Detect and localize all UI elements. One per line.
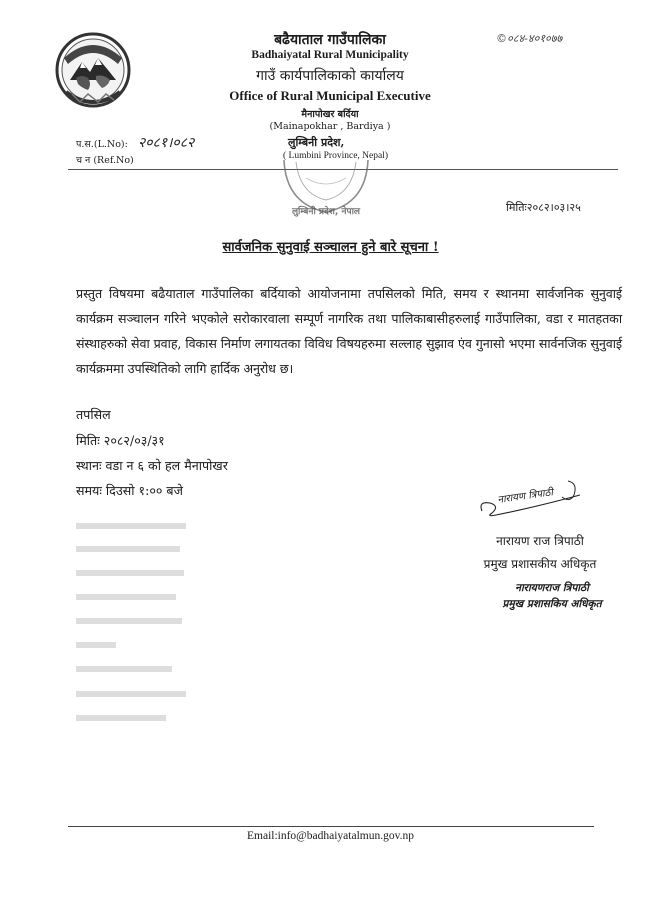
stamp-text: लुम्बिनी प्रदेश, नेपाल [291, 207, 361, 217]
bleed-through-mark [76, 518, 196, 531]
org-name-english: Badhaiyatal Rural Municipality [251, 49, 409, 61]
letter-number-label: प.स.(L.No): [76, 139, 128, 150]
province-english: ( Lumbini Province, Nepal) [283, 151, 389, 161]
letter-date: मितिः२०८२।०३।२५ [506, 201, 581, 214]
footer-divider [68, 826, 594, 827]
signer-name: नारायण राज त्रिपाठी [496, 534, 584, 548]
bleed-through-mark [76, 613, 196, 626]
office-name-english: Office of Rural Municipal Executive [229, 88, 431, 103]
org-name-nepali: बढैयाताल गाउँपालिका [274, 32, 386, 48]
bleed-through-mark [76, 686, 196, 699]
notice-subject [0, 237, 661, 255]
details-heading: तपसिल [76, 407, 111, 422]
details-date: मितिः २०८२/०३/३१ [76, 433, 165, 448]
details-place: स्थानः वडा न ६ को हल मैनापोखर [76, 458, 228, 473]
details-time: समयः दिउसो १:०० बजे [76, 483, 183, 498]
notice-subject-text: सार्वजनिक सुनुवाई सञ्चालन हुने बारे सूचना ! [222, 240, 439, 255]
address-english: (Mainapokhar , Bardiya ) [269, 121, 391, 132]
bleed-through-mark [76, 589, 196, 602]
footer-email: Email:info@badhaiyatalmun.gov.np [247, 830, 414, 842]
province-nepali: लुम्बिनी प्रदेश, [288, 136, 345, 149]
bleed-through-mark [76, 637, 196, 650]
bleed-through-mark [76, 710, 196, 723]
address-nepali: मैनापोखर बर्दिया [301, 109, 359, 120]
name-seal-line1: नारायणराज त्रिपाठी [515, 582, 589, 594]
letter-number-value: २०८१।०८२ [138, 135, 195, 151]
phone-number: ©०८४-४०१०७७ [496, 32, 563, 45]
signature-script: नारायण त्रिपाठी [496, 487, 554, 506]
handwritten-signature [476, 473, 588, 521]
nepal-emblem-logo [52, 28, 134, 112]
office-name-nepali: गाउँ कार्यपालिकाको कार्यालय [256, 68, 404, 84]
name-seal-line2: प्रमुख प्रशासकिय अधिकृत [502, 598, 602, 610]
bleed-through-mark [76, 565, 196, 578]
bleed-through-mark [76, 541, 196, 554]
notice-body: प्रस्तुत विषयमा बढैयाताल गाउँपालिका बर्दियाको आयोजनामा तपसिलको मिति, समय र स्थानमा सार्वजनिक सुनुवाई कार्यक्रम सञ्चालन गरिने भएकोले सरोकारवाला सम्पूर्ण नागरिक तथा पालिकाबासीहरुलाई गाउँपालिका, वडा र मातहतका संस्थाहरुको सेवा प्रवाह, विकास निर्माण लगायतका विविध विषयहरुमा सल्लाह सुझाव एंव गुनासो भएमा सार्वनजिक सुनुवाई कार्यक्रममा उपस्थितिको लागि हार्दिक अनुरोध छ। [76, 286, 622, 376]
bleed-through-mark [76, 661, 196, 674]
office-stamp [276, 156, 376, 218]
reference-number-label: च न (Ref.No) [76, 155, 134, 166]
signer-title: प्रमुख प्रशासकीय अधिकृत [483, 557, 597, 571]
